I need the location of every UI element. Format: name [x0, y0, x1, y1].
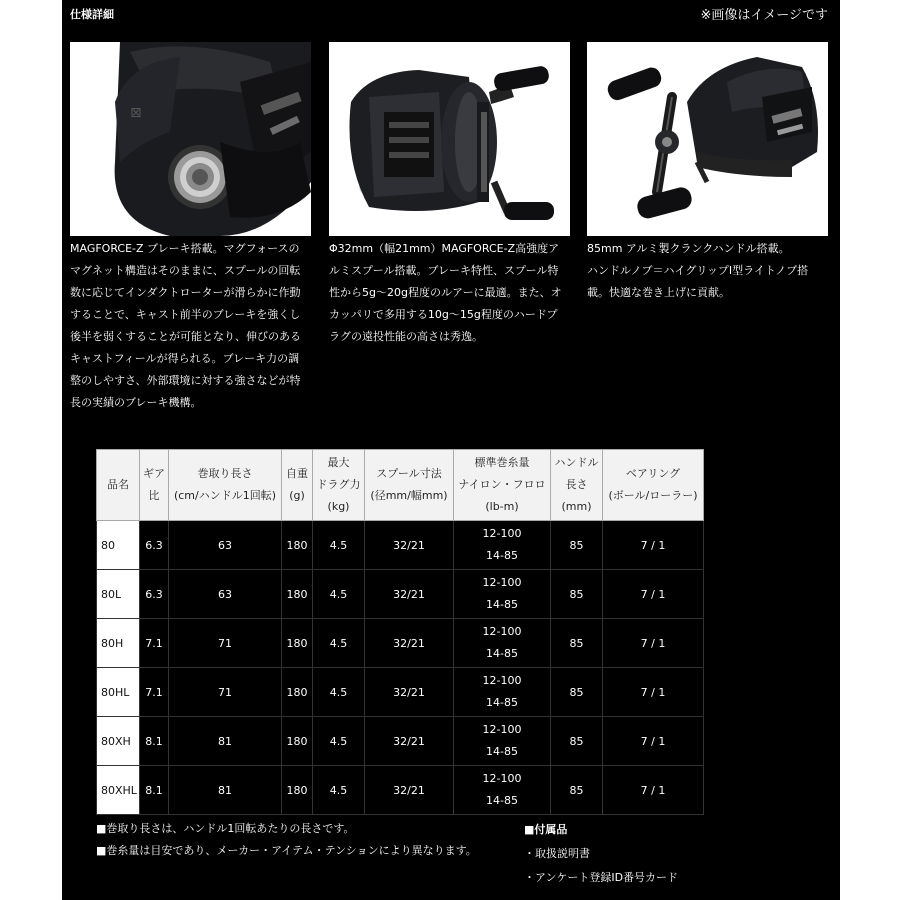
cell-weight: 180 — [282, 766, 313, 815]
cell-model: 80HL — [97, 668, 140, 717]
cell-gear: 7.1 — [140, 668, 169, 717]
cell-model: 80H — [97, 619, 140, 668]
image-disclaimer: ※画像はイメージです — [700, 8, 828, 23]
cell-handle: 85 — [551, 766, 603, 815]
feature-line: 性から5g～20g程度のルアーに最適。また、オ — [329, 286, 562, 299]
reel-brake-illustration — [70, 42, 311, 236]
cell-spool: 32/21 — [365, 717, 454, 766]
cell-bearing: 7 / 1 — [603, 570, 704, 619]
header-line-capacity: 標準巻糸量 ナイロン・フロロ (lb-m) — [454, 450, 551, 521]
cell-gear: 6.3 — [140, 521, 169, 570]
table-row — [97, 619, 704, 668]
reel-handle-photo — [587, 42, 828, 236]
section-title: 仕様詳細 — [70, 8, 114, 21]
cell-drag: 4.5 — [313, 717, 365, 766]
accessories — [524, 818, 678, 890]
cell-line: 12-100 14-85 — [454, 619, 551, 668]
cell-gear: 6.3 — [140, 570, 169, 619]
header-model: 品名 — [97, 450, 140, 521]
cell-retrieve: 71 — [169, 668, 282, 717]
cell-drag: 4.5 — [313, 668, 365, 717]
header-bearing: ベアリング (ボール/ローラー) — [603, 450, 704, 521]
cell-line: 12-100 14-85 — [454, 668, 551, 717]
cell-drag: 4.5 — [313, 619, 365, 668]
reel-spool-illustration — [329, 42, 570, 236]
cell-spool: 32/21 — [365, 668, 454, 717]
table-row — [97, 668, 704, 717]
spec-header-row — [97, 450, 704, 521]
cell-drag: 4.5 — [313, 766, 365, 815]
footnote: ■巻糸量は目安であり、メーカー・アイテム・テンションにより異なります。 — [96, 844, 477, 857]
cell-retrieve: 81 — [169, 717, 282, 766]
cell-weight: 180 — [282, 619, 313, 668]
cell-handle: 85 — [551, 668, 603, 717]
cell-spool: 32/21 — [365, 570, 454, 619]
feature-line: ラグの遠投性能の高さは秀逸。 — [329, 330, 483, 343]
reel-spool-photo — [329, 42, 570, 236]
cell-bearing: 7 / 1 — [603, 619, 704, 668]
feature-line: 長の実績のブレーキ機構。 — [70, 396, 202, 409]
header-drag: 最大 ドラグ力 (kg) — [313, 450, 365, 521]
cell-retrieve: 63 — [169, 521, 282, 570]
accessories-title: ■付属品 — [524, 823, 568, 836]
cell-model: 80XHL — [97, 766, 140, 815]
cell-bearing: 7 / 1 — [603, 766, 704, 815]
feature-line: 数に応じてインダクトローターが滑らかに作動 — [70, 286, 301, 299]
cell-weight: 180 — [282, 668, 313, 717]
cell-weight: 180 — [282, 521, 313, 570]
cell-weight: 180 — [282, 570, 313, 619]
feature-line: ハンドルノブ＝ハイグリップI型ライトノブ搭 — [587, 264, 809, 277]
accessory-item: ・取扱説明書 — [524, 847, 590, 860]
cell-handle: 85 — [551, 619, 603, 668]
cell-line: 12-100 14-85 — [454, 521, 551, 570]
feature-line: Φ32mm（幅21mm）MAGFORCE-Z高強度ア — [329, 242, 560, 255]
spec-panel — [62, 0, 840, 900]
cell-retrieve: 63 — [169, 570, 282, 619]
footnotes — [96, 818, 477, 862]
feature-line: マグネット構造はそのままに、スプールの回転 — [70, 264, 301, 277]
cell-bearing: 7 / 1 — [603, 717, 704, 766]
feature-line: カッパリで多用する10g～15g程度のハードプ — [329, 308, 558, 321]
header-gear-ratio: ギア 比 — [140, 450, 169, 521]
table-row — [97, 717, 704, 766]
cell-gear: 8.1 — [140, 717, 169, 766]
cell-handle: 85 — [551, 570, 603, 619]
feature-line: 後半を弱くすることが可能となり、伸びのある — [70, 330, 301, 343]
reel-brake-photo — [70, 42, 311, 236]
cell-model: 80L — [97, 570, 140, 619]
cell-gear: 7.1 — [140, 619, 169, 668]
cell-model: 80 — [97, 521, 140, 570]
feature-line: キャストフィールが得られる。ブレーキ力の調 — [70, 352, 300, 365]
feature-line: 整のしやすさ、外部環境に対する強さなどが特 — [70, 374, 301, 387]
cell-retrieve: 71 — [169, 619, 282, 668]
feature-line: 載。快適な巻き上げに貢献。 — [587, 286, 730, 299]
feature-line: MAGFORCE-Z ブレーキ搭載。マグフォースの — [70, 242, 300, 255]
feature-line: ルミスプール搭載。ブレーキ特性、スプール特 — [329, 264, 559, 277]
cell-bearing: 7 / 1 — [603, 668, 704, 717]
svg-text:⊠: ⊠ — [130, 105, 142, 121]
cell-line: 12-100 14-85 — [454, 570, 551, 619]
feature-line: 85mm アルミ製クランクハンドル搭載。 — [587, 242, 790, 255]
table-row — [97, 766, 704, 815]
header-retrieve: 巻取り長さ (cm/ハンドル1回転) — [169, 450, 282, 521]
cell-handle: 85 — [551, 717, 603, 766]
cell-gear: 8.1 — [140, 766, 169, 815]
cell-drag: 4.5 — [313, 570, 365, 619]
cell-spool: 32/21 — [365, 619, 454, 668]
header-weight: 自重 (g) — [282, 450, 313, 521]
cell-bearing: 7 / 1 — [603, 521, 704, 570]
cell-line: 12-100 14-85 — [454, 717, 551, 766]
cell-drag: 4.5 — [313, 521, 365, 570]
accessory-item: ・アンケート登録ID番号カード — [524, 871, 679, 884]
cell-line: 12-100 14-85 — [454, 766, 551, 815]
table-row — [97, 521, 704, 570]
reel-handle-illustration — [587, 42, 828, 236]
footnote: ■巻取り長さは、ハンドル1回転あたりの長さです。 — [96, 822, 355, 835]
header-spool: スプール寸法 (径mm/幅mm) — [365, 450, 454, 521]
feature-line: することで、キャスト前半のブレーキを強くし — [70, 308, 301, 321]
feature-handle-description — [587, 238, 827, 304]
cell-spool: 32/21 — [365, 521, 454, 570]
cell-weight: 180 — [282, 717, 313, 766]
feature-brake-description — [70, 238, 313, 414]
cell-model: 80XH — [97, 717, 140, 766]
spec-table — [96, 449, 704, 815]
table-row — [97, 570, 704, 619]
feature-spool-description — [329, 238, 569, 348]
cell-retrieve: 81 — [169, 766, 282, 815]
header-handle-length: ハンドル 長さ (mm) — [551, 450, 603, 521]
cell-spool: 32/21 — [365, 766, 454, 815]
cell-handle: 85 — [551, 521, 603, 570]
